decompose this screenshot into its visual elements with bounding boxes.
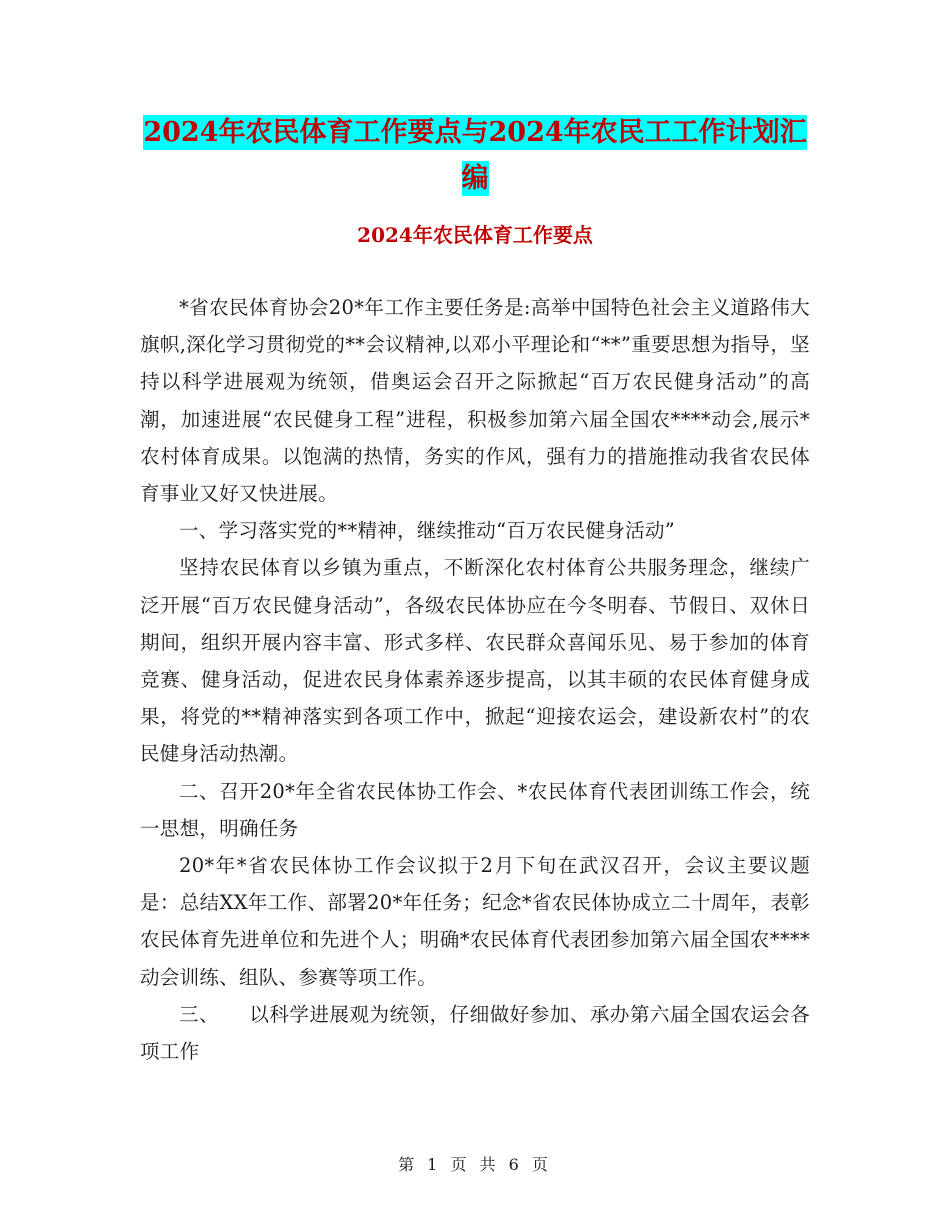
paragraph-2: 20*年*省农民体协工作会议拟于2月下旬在武汉召开，会议主要议题是：总结XX年工作、部署20*年任务；纪念*省农民体协成立二十周年，表彰农民体育先进单位和先进个人；明确*农民体育代表团参加第六届全国农****动会训练、组队、参赛等项工作。 [140,854,810,989]
document-title-text: 2024年农民体育工作要点与2024年农民工工作计划汇编 [143,117,807,194]
document-title [140,110,810,202]
document-body [140,289,810,1070]
heading-2: 二、召开20*年全省农民体协工作会、*农民体育代表团训练工作会，统一思想，明确任务 [140,779,810,840]
section-title: 2024年农民体育工作要点 [357,223,593,247]
page-number: 第 1 页 共 6 页 [398,1155,552,1174]
paragraph-1: 坚持农民体育以乡镇为重点，不断深化农村体育公共服务理念，继续广泛开展“百万农民健身活动”，各级农民体协应在今冬明春、节假日、双休日期间，组织开展内容丰富、形式多样、农民群众喜闻乐见、易于参加的体育竞赛、健身活动，促进农民身体素养逐步提高，以其丰硕的农民体育健身成果，将党的**精神落实到各项工作中，掀起“迎接农运会，建设新农村”的农民健身活动热潮。 [140,556,810,766]
heading-3: 三、 以科学进展观为统领，仔细做好参加、承办第六届全国农运会各项工作 [140,1002,810,1064]
intro-paragraph: *省农民体育协会20*年工作主要任务是:高举中国特色社会主义道路伟大旗帜,深化学习贯彻党的**会议精神,以邓小平理论和“**”重要思想为指导，坚持以科学进展观为统领，借奥运会召开之际掀起“百万农民健身活动”的高潮，加速进展“农民健身工程”进程，积极参加第六届全国农****动会,展示*农村体育成果。以饱满的热情，务实的作风，强有力的措施推动我省农民体育事业又好又快进展。 [140,296,810,506]
heading-1: 一、学习落实党的**精神，继续推动“百万农民健身活动” [179,519,676,543]
